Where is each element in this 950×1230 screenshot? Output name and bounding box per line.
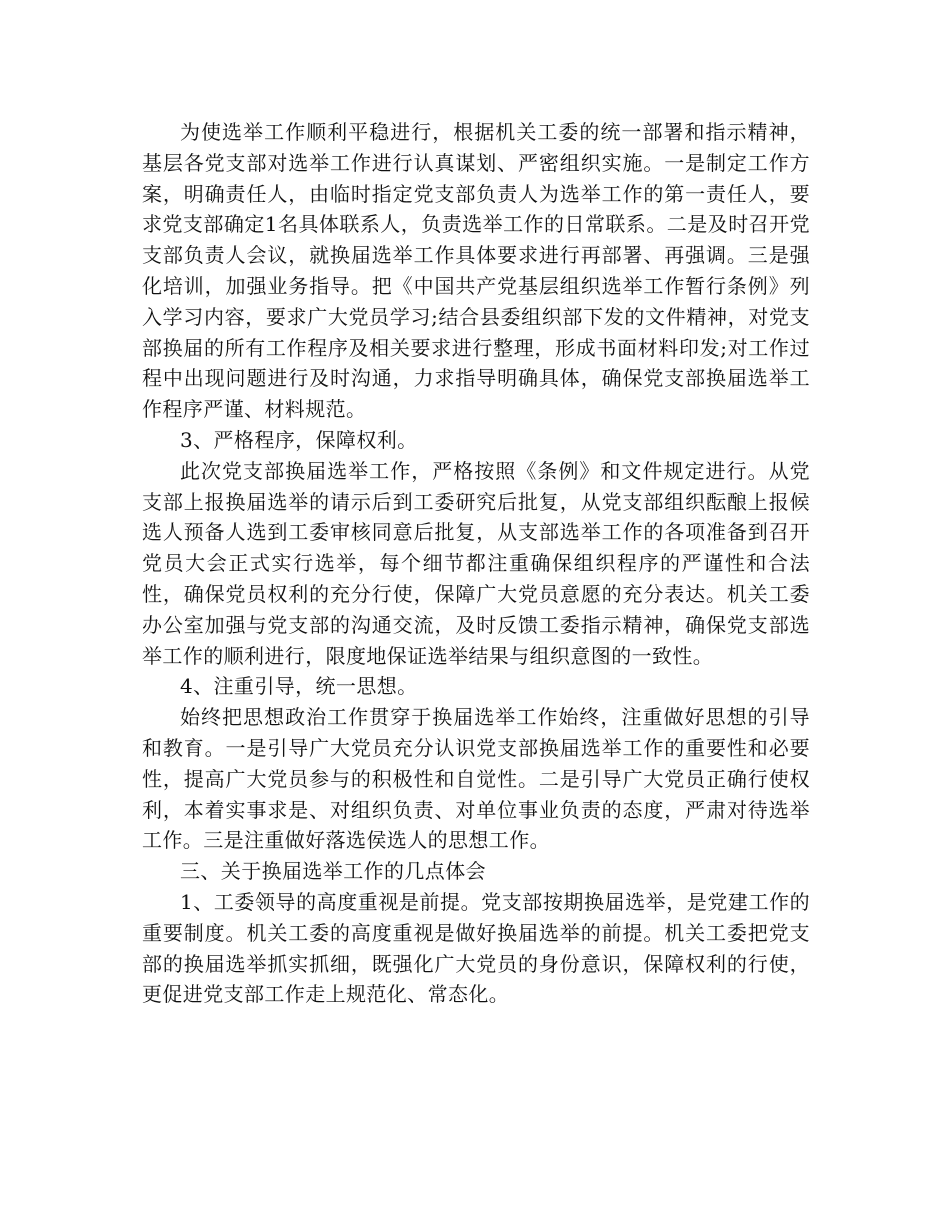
heading-experiences: 三、关于换届选举工作的几点体会: [180, 859, 486, 884]
paragraph-strict-procedure: 此次党支部换届选举工作，严格按照《条例》和文件规定进行。从党支部上报换届选举的请示后到工委研究后批复，从党支部组织酝酿上报候选人预备人选到工委审核同意后批复，从支部选举工作的各项准备到召开党员大会正式实行选举，每个细节都注重确保组织程序的严谨性和合法性，确保党员权利的充分行使，保障广大党员意愿的充分表达。机关工委办公室加强与党支部的沟通交流，及时反馈工委指示精神，确保党支部选举工作的顺利进行，限度地保证选举结果与组织意图的一致性。: [142, 458, 810, 668]
paragraph-election-organization: 为使选举工作顺利平稳进行，根据机关工委的统一部署和指示精神，基层各党支部对选举工作进行认真谋划、严密组织实施。一是制定工作方案，明确责任人，由临时指定党支部负责人为选举工作的第一责任人，要求党支部确定1名具体联系人，负责选举工作的日常联系。二是及时召开党支部负责人会议，就换届选举工作具体要求进行再部署、再强调。三是强化培训，加强业务指导。把《中国共产党基层组织选举工作暂行条例》列入学习内容，要求广大党员学习;结合县委组织部下发的文件精神，对党支部换届的所有工作程序及相关要求进行整理，形成书面材料印发;对工作过程中出现问题进行及时沟通，力求指导明确具体，确保党支部换届选举工作程序严谨、材料规范。: [142, 120, 810, 422]
paragraph-leadership-attention: 1、工委领导的高度重视是前提。党支部按期换届选举，是党建工作的重要制度。机关工委的高度重视是做好换届选举的前提。机关工委把党支部的换届选举抓实抓细，既强化广大党员的身份意识，保障权利的行使，更促进党支部工作走上规范化、常态化。: [142, 889, 810, 1007]
heading-strict-procedure: 3、严格程序，保障权利。: [180, 427, 418, 452]
heading-guidance: 4、注重引导，统一思想。: [180, 674, 418, 699]
document-body: [142, 117, 810, 1010]
paragraph-guidance: 始终把思想政治工作贯穿于换届选举工作始终，注重做好思想的引导和教育。一是引导广大党员充分认识党支部换届选举工作的重要性和必要性，提高广大党员参与的积极性和自觉性。二是引导广大党员正确行使权利，本着实事求是、对组织负责、对单位事业负责的态度，严肃对待选举工作。三是注重做好落选侯选人的思想工作。: [142, 705, 810, 853]
